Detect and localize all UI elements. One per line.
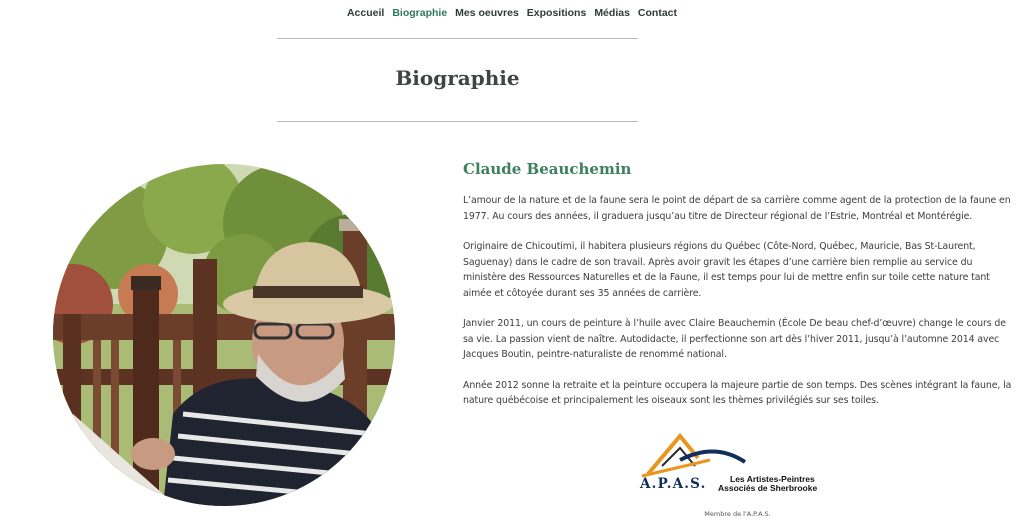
nav-contact[interactable]: Contact — [637, 7, 678, 19]
bio-paragraph: Originaire de Chicoutimi, il habitera plusieurs régions du Québec (Côte-Nord, Québec, Mauricie, Bas St-Laurent, Saguenay) dans le cadre de son travail. Après avoir gravit les étapes d’une carrière bien remplie au service du ministère des Ressources Naturelles et de la Faune, il est temps pour lui de mettre enfin sur toile cette nature tant aimée et côtoyée durant ses 35 années de carrière. — [463, 241, 990, 299]
nav-mes-oeuvres[interactable]: Mes oeuvres — [455, 7, 519, 19]
nav-biographie[interactable]: Biographie — [392, 7, 448, 19]
nav-accueil[interactable]: Accueil — [346, 7, 385, 19]
portrait-illustration — [53, 164, 395, 506]
bio-paragraph: L’amour de la nature et de la faune sera le point de départ de sa carrière comme agent de la protection de la faune en 1977. Au cours des années, il graduera jusqu’au titre de Directeur régional de l’Estrie, Montréal et Montérégie. — [463, 195, 1011, 222]
logo-acronym: A.P.A.S. — [640, 476, 707, 492]
biography-text — [463, 193, 1016, 424]
title-rule-top — [277, 38, 638, 39]
bio-paragraph: Année 2012 sonne la retraite et la peinture occupera la majeure partie de son temps. Des scènes intégrant la faune, la nature québécoise et principalement les oiseaux sont les thèmes privilégiés sur ses toiles. — [463, 379, 1012, 406]
main-nav — [0, 0, 1024, 26]
nav-medias[interactable]: Médias — [594, 7, 630, 19]
page-title: Biographie — [395, 66, 520, 90]
bio-paragraph: Janvier 2011, un cours de peinture à l’huile avec Claire Beauchemin (École De beau chef-d’œuvre) change le cours de sa vie. La passion vient de naître. Autodidacte, il perfectionne son art dès l’hiver 2011, jusqu’à l’automne 2014 avec Jacques Boutin, peintre-naturaliste de renommé national. — [463, 318, 1006, 360]
artist-portrait — [53, 164, 395, 506]
nav-expositions[interactable]: Expositions — [526, 7, 587, 19]
artist-name: Claude Beauchemin — [463, 160, 632, 178]
logo-text-line2: Associés de Sherbrooke — [718, 483, 818, 493]
title-rule-bottom — [277, 121, 638, 122]
logo-text-line1: Les Artistes-Peintres — [730, 474, 815, 484]
logo-caption: Membre de l'A.P.A.S. — [704, 510, 771, 518]
